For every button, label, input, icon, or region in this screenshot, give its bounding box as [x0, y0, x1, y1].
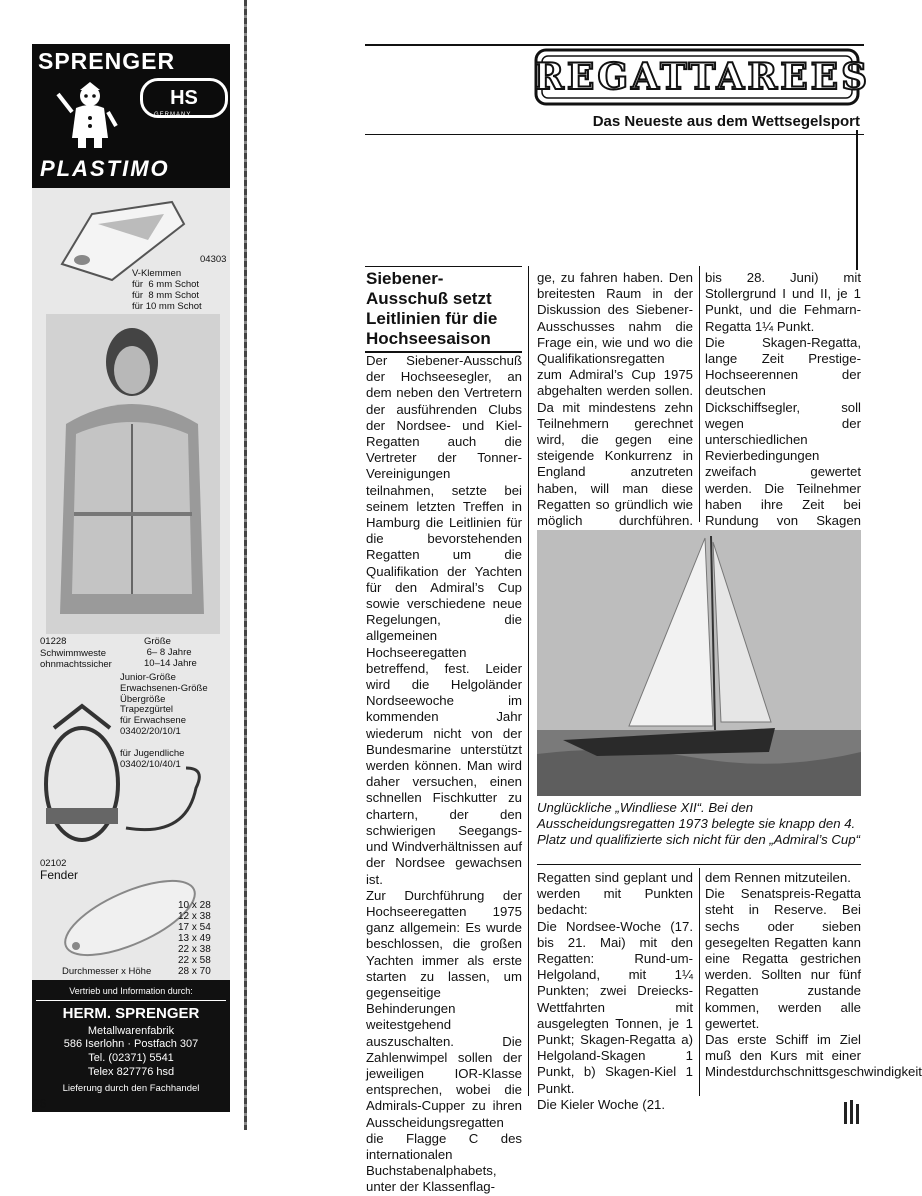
fender-code: 02102 — [40, 858, 67, 869]
footer-divider — [36, 1000, 226, 1001]
sizes-extra: Junior-Größe Erwachsenen-Größe Übergröße — [120, 672, 208, 705]
company-type: Metallwarenfabrik — [87, 1025, 175, 1037]
ad-product-area — [32, 188, 230, 980]
clamp-text: V-Klemmen für 6 mm Schot für 8 mm Schot für 10 mm Schot — [132, 268, 202, 312]
delivery-note: Lieferung durch den Fachhandel — [62, 1083, 200, 1094]
ad-brand: SPRENGER — [38, 48, 176, 74]
article-head-rule — [365, 266, 522, 267]
vest-code: 01228 — [40, 636, 67, 647]
regatta-banner — [534, 48, 871, 106]
vertrieb-text: Vertrieb und Information durch: — [69, 986, 193, 996]
ad-header — [32, 44, 230, 188]
mascot-logo — [50, 82, 130, 154]
article-column-2: ge, zu fahren haben. Den breitesten Raum in der Diskussion des Siebener-Ausschusses nahm die Frage ein, wie und wo die Qualifikationsregatten zum Admiral’s Cup 1975 abgehalten werden sollen. Da mit mindestens zehn Teilnehmern gerechnet wird, die gegen eine steigende Konkurrenz in England anzutreten haben, will man diese Regatten so gründlich wie möglich durchführen. — [537, 270, 693, 529]
clamp-code: 04303 — [200, 254, 227, 265]
harness-text: Trapezgürtel für Erwachsene 03402/20/10/1 für Jugendliche 03402/10/40/1 — [120, 704, 187, 770]
subtitle-rule — [365, 134, 864, 135]
page-gutter — [244, 0, 247, 1130]
page-number: 26 — [32, 1096, 47, 1111]
hs-logo: HS — [140, 78, 228, 118]
right-edge-rule — [856, 130, 858, 270]
article-title: Siebener-Ausschuß setzt Leitlinien für die Hochseesaison — [366, 269, 498, 348]
vest-sizes: Größe 6– 8 Jahre 10–14 Jahre — [144, 636, 197, 669]
company-telex: Telex 827776 hsd — [87, 1066, 175, 1078]
vest-label: Schwimmweste ohnmachtssicher — [40, 648, 112, 670]
edge-marks — [842, 1098, 862, 1126]
article-column-1: Der Siebener-Ausschuß der Hochseesegler, an dem neben den Vertretern der ausführenden Clubs der Nordsee- und Kiel-Regatten auch die Vertreter der Tonner-Vereinigungen teilnahmen, setzte bei seinem letzten Treffen in Hamburg die Leitlinien für die bevorstehenden Regatten um die Qualifikation der Yachten für den Admiral’s Cup sowie verschiedene neue Regelungen, die allgemeinen Hochseeregatten betreffend, fest. Leider wird die Helgoländer Nordseewoche im kommenden Jahr wiederum nicht von der Bundesmarine unterstützt werden können. Man wird daher versuchen, einen schnellen Fischkutter zu chartern, der den schwierigen Seegangs- und Windverhältnissen auf der Nordsee gewachsen ist. Zur Durchführung der Hochseeregatten 1975 ganz allgemein: Es wurde beschlossen, die großen Yachten immer als erste starten zu lassen, um gegenseitige Behinderungen weitestgehend auszuschalten. Die Zahlenwimpel sollen der jeweiligen IOR-Klasse entsprechen, wobei die Admirals-Cupper zu ihren Ausscheidungsregatten die Flagge C des internationalen Buchstabenalphabets, unter der Klassenflag- — [366, 353, 522, 1195]
fender-dims: 10 x 28 12 x 38 17 x 54 13 x 49 22 x 38 22 x 58 28 x 70 — [178, 900, 211, 977]
article-column-3: bis 28. Juni) mit Stollergrund I und II, je 1 Punkt, und die Fehmarn-Regatta 1¼ Punkt. Die Skagen-Regatta, lange Zeit Prestige-Hochseerennen der deutschen Dickschiffsegler, soll wegen der unterschiedlichen Revierbedingungen zweifach gewertet werden. Die Teilnehmer haben ihre Zeit bei Rundung von Skagen — [705, 270, 861, 529]
column-rule-1 — [528, 266, 529, 1096]
header-rule — [365, 44, 864, 46]
article-column-5: dem Rennen mitzuteilen. Die Senatspreis-Regatta steht in Reserve. Bei sechs oder sieben gesegelten Regatten kann eine Regatta gestrichen werden. Sollten nur fünf Regatten zustande kommen, werden alle gewertet. Das erste Schiff im Ziel muß den Kurs mit einer Mindestdurchschnittsgeschwindigkeit — [705, 870, 922, 1080]
hs-logo-sub: GERMANY — [154, 112, 192, 118]
photo-caption: Unglückliche „Windliese XII“. Bei den Ausscheidungsregatten 1973 belegte sie knapp den 4. Platz und qualifizierte sich nicht für den „Admiral’s Cup“ — [537, 800, 860, 847]
company-name: HERM. SPRENGER — [62, 1005, 200, 1022]
plastimo-logo: PLASTIMO — [40, 156, 170, 181]
fender-label: Fender — [40, 868, 79, 882]
banner-title: REGATTAREES — [534, 56, 871, 98]
company-address: 586 Iserlohn · Postfach 307 — [63, 1038, 199, 1050]
section-subtitle: Das Neueste aus dem Wettsegelsport — [592, 113, 860, 130]
life-vest-photo — [46, 314, 220, 634]
company-tel: Tel. (02371) 5541 — [88, 1052, 174, 1064]
caption-rule — [537, 864, 861, 865]
ad-footer — [32, 980, 230, 1112]
sprenger-advertisement — [32, 44, 230, 1112]
column-rule-3 — [699, 868, 700, 1096]
column-rule-2 — [699, 266, 700, 522]
fender-dims-label: Durchmesser x Höhe — [62, 966, 152, 977]
article-column-4: Regatten sind geplant und werden mit Punkten bedacht: Die Nordsee-Woche (17. bis 21. Mai) mit den Regatten: Rund-um-Helgoland, mit 1¼ Punkten; zwei Dreiecks-Wettfahrten mit ausgelegten Tonnen, je 1 Punkt; Skagen-Regatta a) Helgoland-Skagen 1 Punkt, b) Skagen-Kiel 1 Punkt. Die Kieler Woche (21. — [537, 870, 693, 1112]
yacht-photo — [537, 530, 861, 796]
